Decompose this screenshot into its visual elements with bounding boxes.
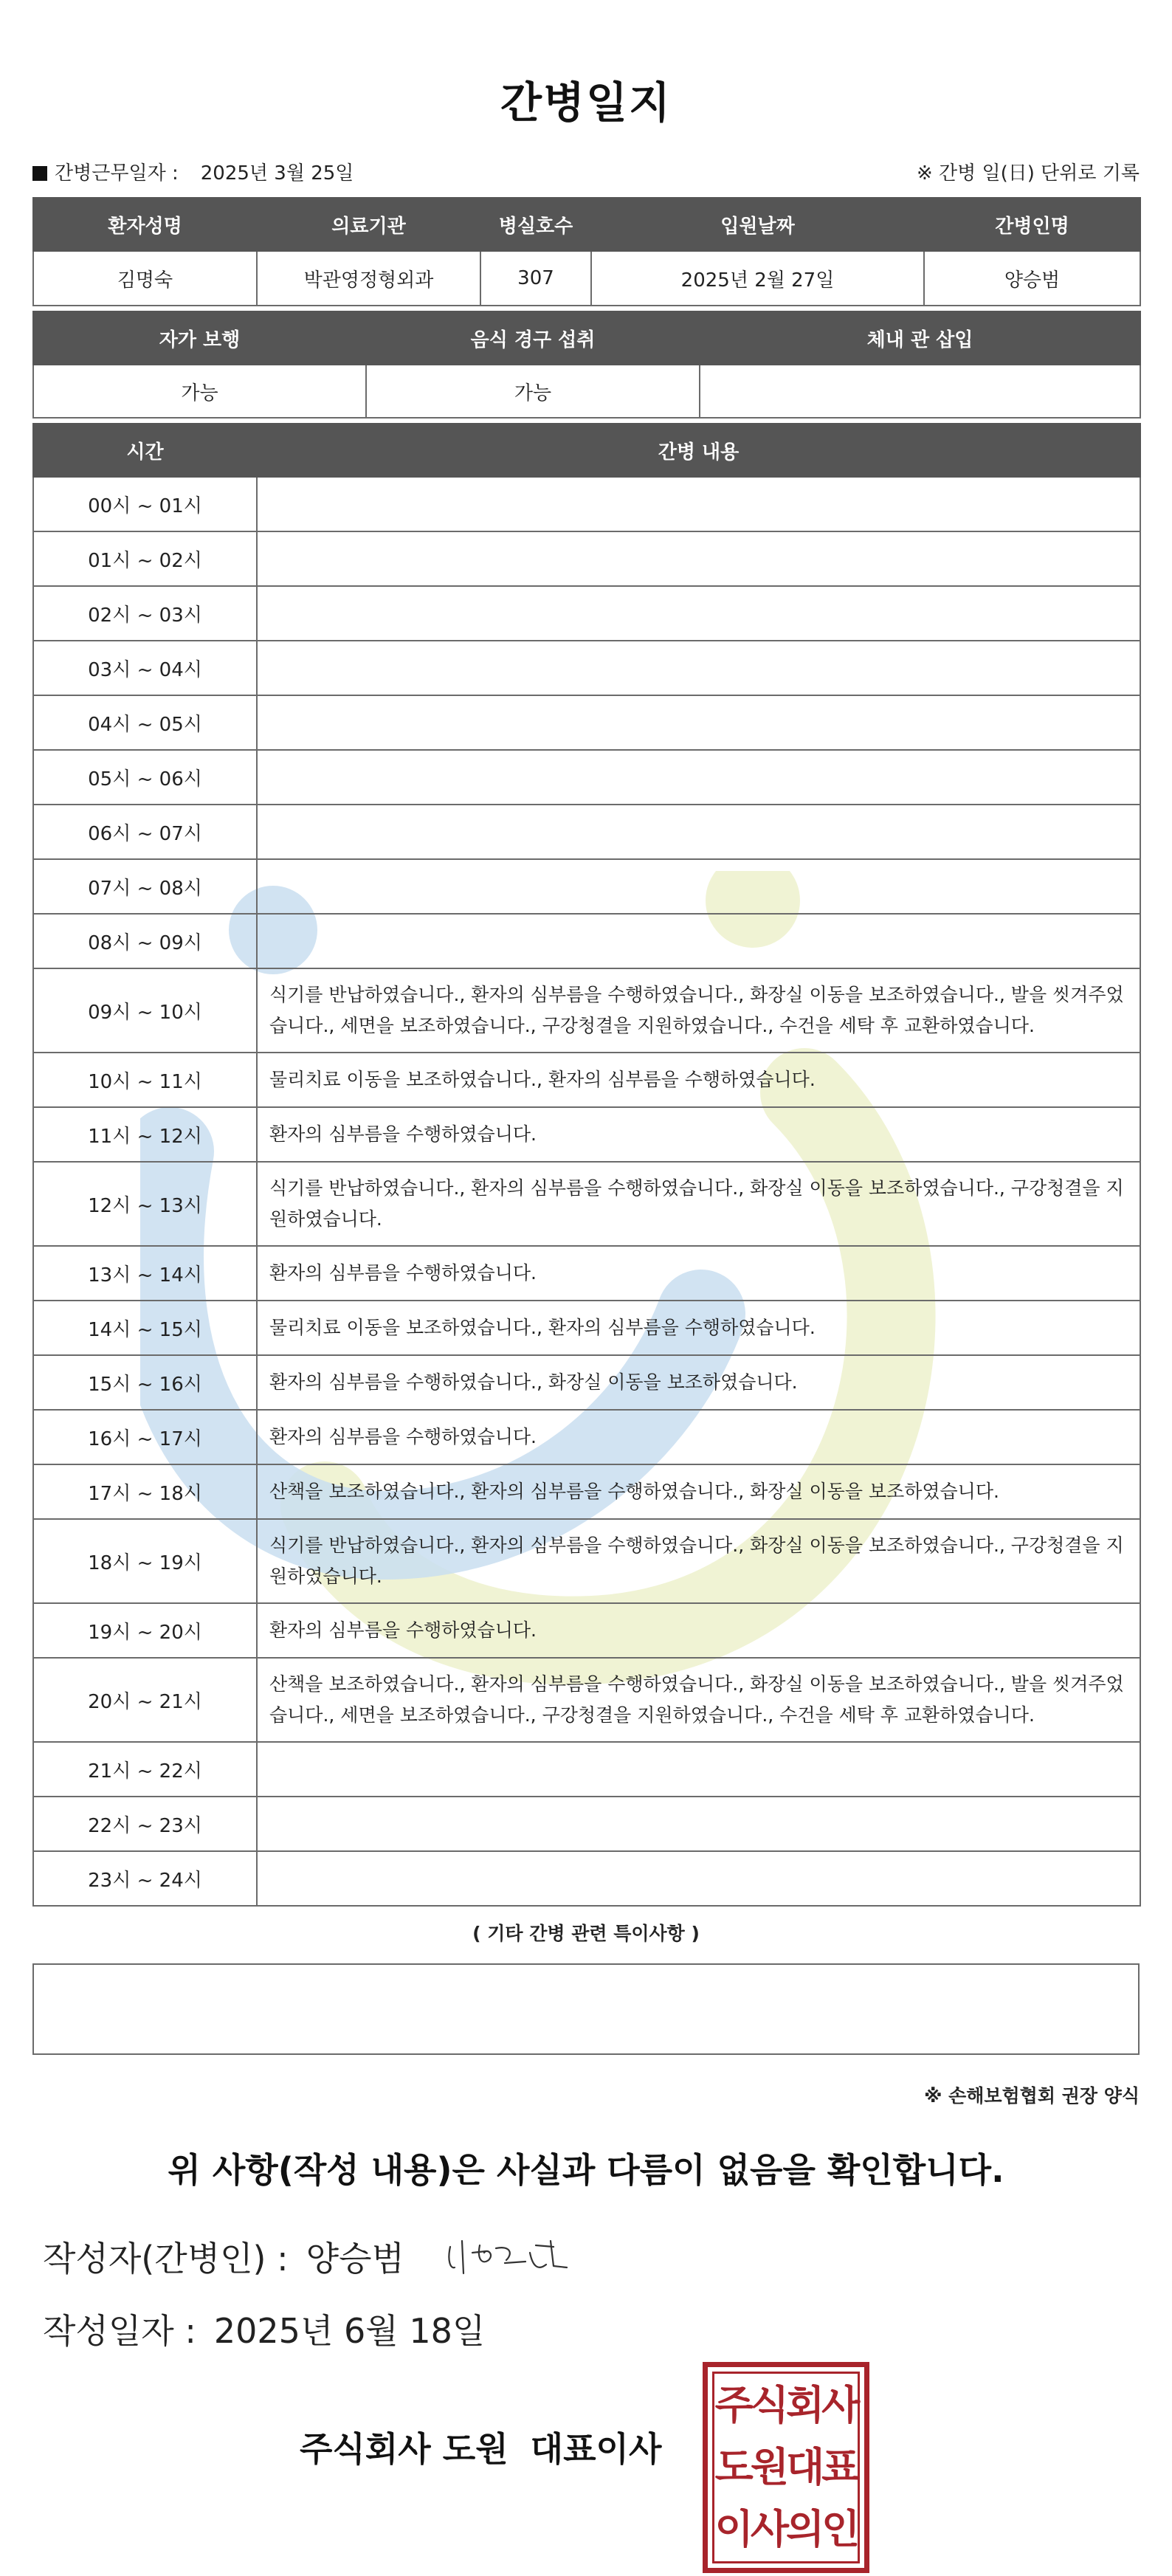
table-row [33,1107,1140,1162]
header-room: 병실호수 [480,198,591,251]
time-cell: 16시 ~ 17시 [33,1410,257,1464]
content-cell: 물리치료 이동을 보조하였습니다., 환자의 심부름을 수행하였습니다. [257,1301,1140,1355]
confirmation-statement: 위 사항(작성 내용)은 사실과 다름이 없음을 확인합니다. [168,2150,1004,2190]
content-cell: 식기를 반납하였습니다., 환자의 심부름을 수행하였습니다., 화장실 이동을 보조하였습니다., 구강청결을 지원하였습니다. [257,1162,1140,1246]
work-date-label: 간병근무일자 : [55,162,179,185]
work-date [32,158,354,185]
table-row [33,859,1140,914]
hospital-name: 박관영정형외과 [257,251,480,306]
patient-name: 김명숙 [33,251,257,306]
time-cell: 12시 ~ 13시 [33,1162,257,1246]
content-cell: 환자의 심부름을 수행하였습니다. [257,1603,1140,1658]
time-cell: 10시 ~ 11시 [33,1053,257,1107]
content-cell [257,695,1140,750]
content-cell: 식기를 반납하였습니다., 환자의 심부름을 수행하였습니다., 화장실 이동을 보조하였습니다., 구강청결을 지원하였습니다. [257,1519,1140,1603]
header-patient-name: 환자성명 [33,198,257,251]
content-cell: 환자의 심부름을 수행하였습니다. [257,1107,1140,1162]
written-date-line [43,2304,485,2353]
content-cell: 물리치료 이동을 보조하였습니다., 환자의 심부름을 수행하였습니다. [257,1053,1140,1107]
content-cell [257,805,1140,859]
time-cell: 13시 ~ 14시 [33,1246,257,1301]
content-cell [257,477,1140,531]
content-cell [257,750,1140,805]
table-row [33,1851,1140,1906]
table-row [33,1355,1140,1410]
room-number: 307 [480,251,591,306]
table-row [33,968,1140,1053]
time-cell: 00시 ~ 01시 [33,477,257,531]
time-cell: 21시 ~ 22시 [33,1742,257,1797]
header-caregiver-name: 간병인명 [924,198,1140,251]
table-row [33,1246,1140,1301]
time-cell: 11시 ~ 12시 [33,1107,257,1162]
header-hospital: 의료기관 [257,198,480,251]
date-label: 작성일자 : [43,2311,196,2351]
patient-info-table [32,197,1141,306]
time-cell: 23시 ~ 24시 [33,1851,257,1906]
time-cell: 18시 ~ 19시 [33,1519,257,1603]
time-cell: 22시 ~ 23시 [33,1797,257,1851]
company-signature-line [300,2422,661,2471]
special-notes-box [32,1963,1140,2055]
admission-date: 2025년 2월 27일 [591,251,924,306]
patient-status-table [32,311,1141,419]
table-row [33,1301,1140,1355]
caregiver-name: 양승범 [924,251,1140,306]
patient-status-header [33,311,1140,365]
content-cell: 환자의 심부름을 수행하였습니다. [257,1410,1140,1464]
content-cell: 산책을 보조하였습니다., 환자의 심부름을 수행하였습니다., 화장실 이동을 보조하였습니다., 발을 씻겨주었습니다., 세면을 보조하였습니다., 구강청결을 지원하였습니다., 수건을 세탁 후 교환하였습니다. [257,1658,1140,1742]
hourly-log-table [32,423,1141,1907]
seal-line-1: 주식회사 [714,2382,858,2428]
table-row [33,1742,1140,1797]
work-date-value: 2025년 3월 25일 [200,162,354,185]
table-row [33,531,1140,586]
content-cell [257,586,1140,641]
header-admission-date: 입원날짜 [591,198,924,251]
writer-name: 양승범 [306,2239,404,2279]
time-cell: 06시 ~ 07시 [33,805,257,859]
writer-label: 작성자(간병인) : [43,2239,289,2279]
time-cell: 15시 ~ 16시 [33,1355,257,1410]
ceo-title: 대표이사 [530,2429,662,2469]
table-row [33,1162,1140,1246]
time-cell: 03시 ~ 04시 [33,641,257,695]
special-notes-title: ( 기타 간병 관련 특이사항 ) [472,1923,700,1944]
table-row [33,1410,1140,1464]
content-cell: 산책을 보조하였습니다., 환자의 심부름을 수행하였습니다., 화장실 이동을 보조하였습니다. [257,1464,1140,1519]
table-row [33,586,1140,641]
unit-note: ※ 간병 일(日) 단위로 기록 [916,162,1140,185]
table-row [33,1797,1140,1851]
time-cell: 14시 ~ 15시 [33,1301,257,1355]
content-cell [257,859,1140,914]
table-row [33,1053,1140,1107]
content-cell [257,1742,1140,1797]
table-row [33,914,1140,968]
company-seal-stamp [703,2362,869,2573]
hourly-log-header [33,424,1140,477]
company-name: 주식회사 도원 [300,2429,509,2469]
content-cell: 환자의 심부름을 수행하였습니다. [257,1246,1140,1301]
header-care-content: 간병 내용 [257,424,1140,477]
patient-info-header [33,198,1140,251]
time-cell: 19시 ~ 20시 [33,1603,257,1658]
date-value: 2025년 6월 18일 [213,2311,486,2351]
header-tube-insertion: 체내 관 삽입 [700,311,1140,365]
time-cell: 02시 ~ 03시 [33,586,257,641]
self-walking-value: 가능 [33,365,366,418]
recommend-note: ※ 손해보험협회 권장 양식 [924,2085,1140,2107]
time-cell: 07시 ~ 08시 [33,859,257,914]
table-row [33,750,1140,805]
content-cell [257,531,1140,586]
handwritten-signature [443,2231,576,2282]
time-cell: 09시 ~ 10시 [33,968,257,1053]
patient-info-row [33,251,1140,306]
table-row [33,695,1140,750]
oral-intake-value: 가능 [366,365,700,418]
table-row [33,477,1140,531]
content-cell [257,914,1140,968]
content-cell [257,1851,1140,1906]
table-row [33,641,1140,695]
table-row [33,1464,1140,1519]
header-self-walking: 자가 보행 [33,311,366,365]
time-cell: 05시 ~ 06시 [33,750,257,805]
content-cell: 환자의 심부름을 수행하였습니다., 화장실 이동을 보조하였습니다. [257,1355,1140,1410]
time-cell: 04시 ~ 05시 [33,695,257,750]
square-bullet-icon [32,166,47,181]
page-title: 간병일지 [500,78,672,128]
time-cell: 08시 ~ 09시 [33,914,257,968]
header-oral-intake: 음식 경구 섭취 [366,311,700,365]
content-cell: 식기를 반납하였습니다., 환자의 심부름을 수행하였습니다., 화장실 이동을 보조하였습니다., 발을 씻겨주었습니다., 세면을 보조하였습니다., 구강청결을 지원하였습니다., 수건을 세탁 후 교환하였습니다. [257,968,1140,1053]
writer-line [43,2232,404,2281]
table-row [33,805,1140,859]
time-cell: 17시 ~ 18시 [33,1464,257,1519]
content-cell [257,1797,1140,1851]
seal-line-2: 도원대표 [714,2444,858,2490]
tube-insertion-value [700,365,1140,418]
table-row [33,1658,1140,1742]
table-row [33,1519,1140,1603]
header-time: 시간 [33,424,257,477]
seal-line-3: 이사의인 [714,2506,858,2552]
time-cell: 20시 ~ 21시 [33,1658,257,1742]
table-row [33,1603,1140,1658]
time-cell: 01시 ~ 02시 [33,531,257,586]
content-cell [257,641,1140,695]
patient-status-row [33,365,1140,418]
